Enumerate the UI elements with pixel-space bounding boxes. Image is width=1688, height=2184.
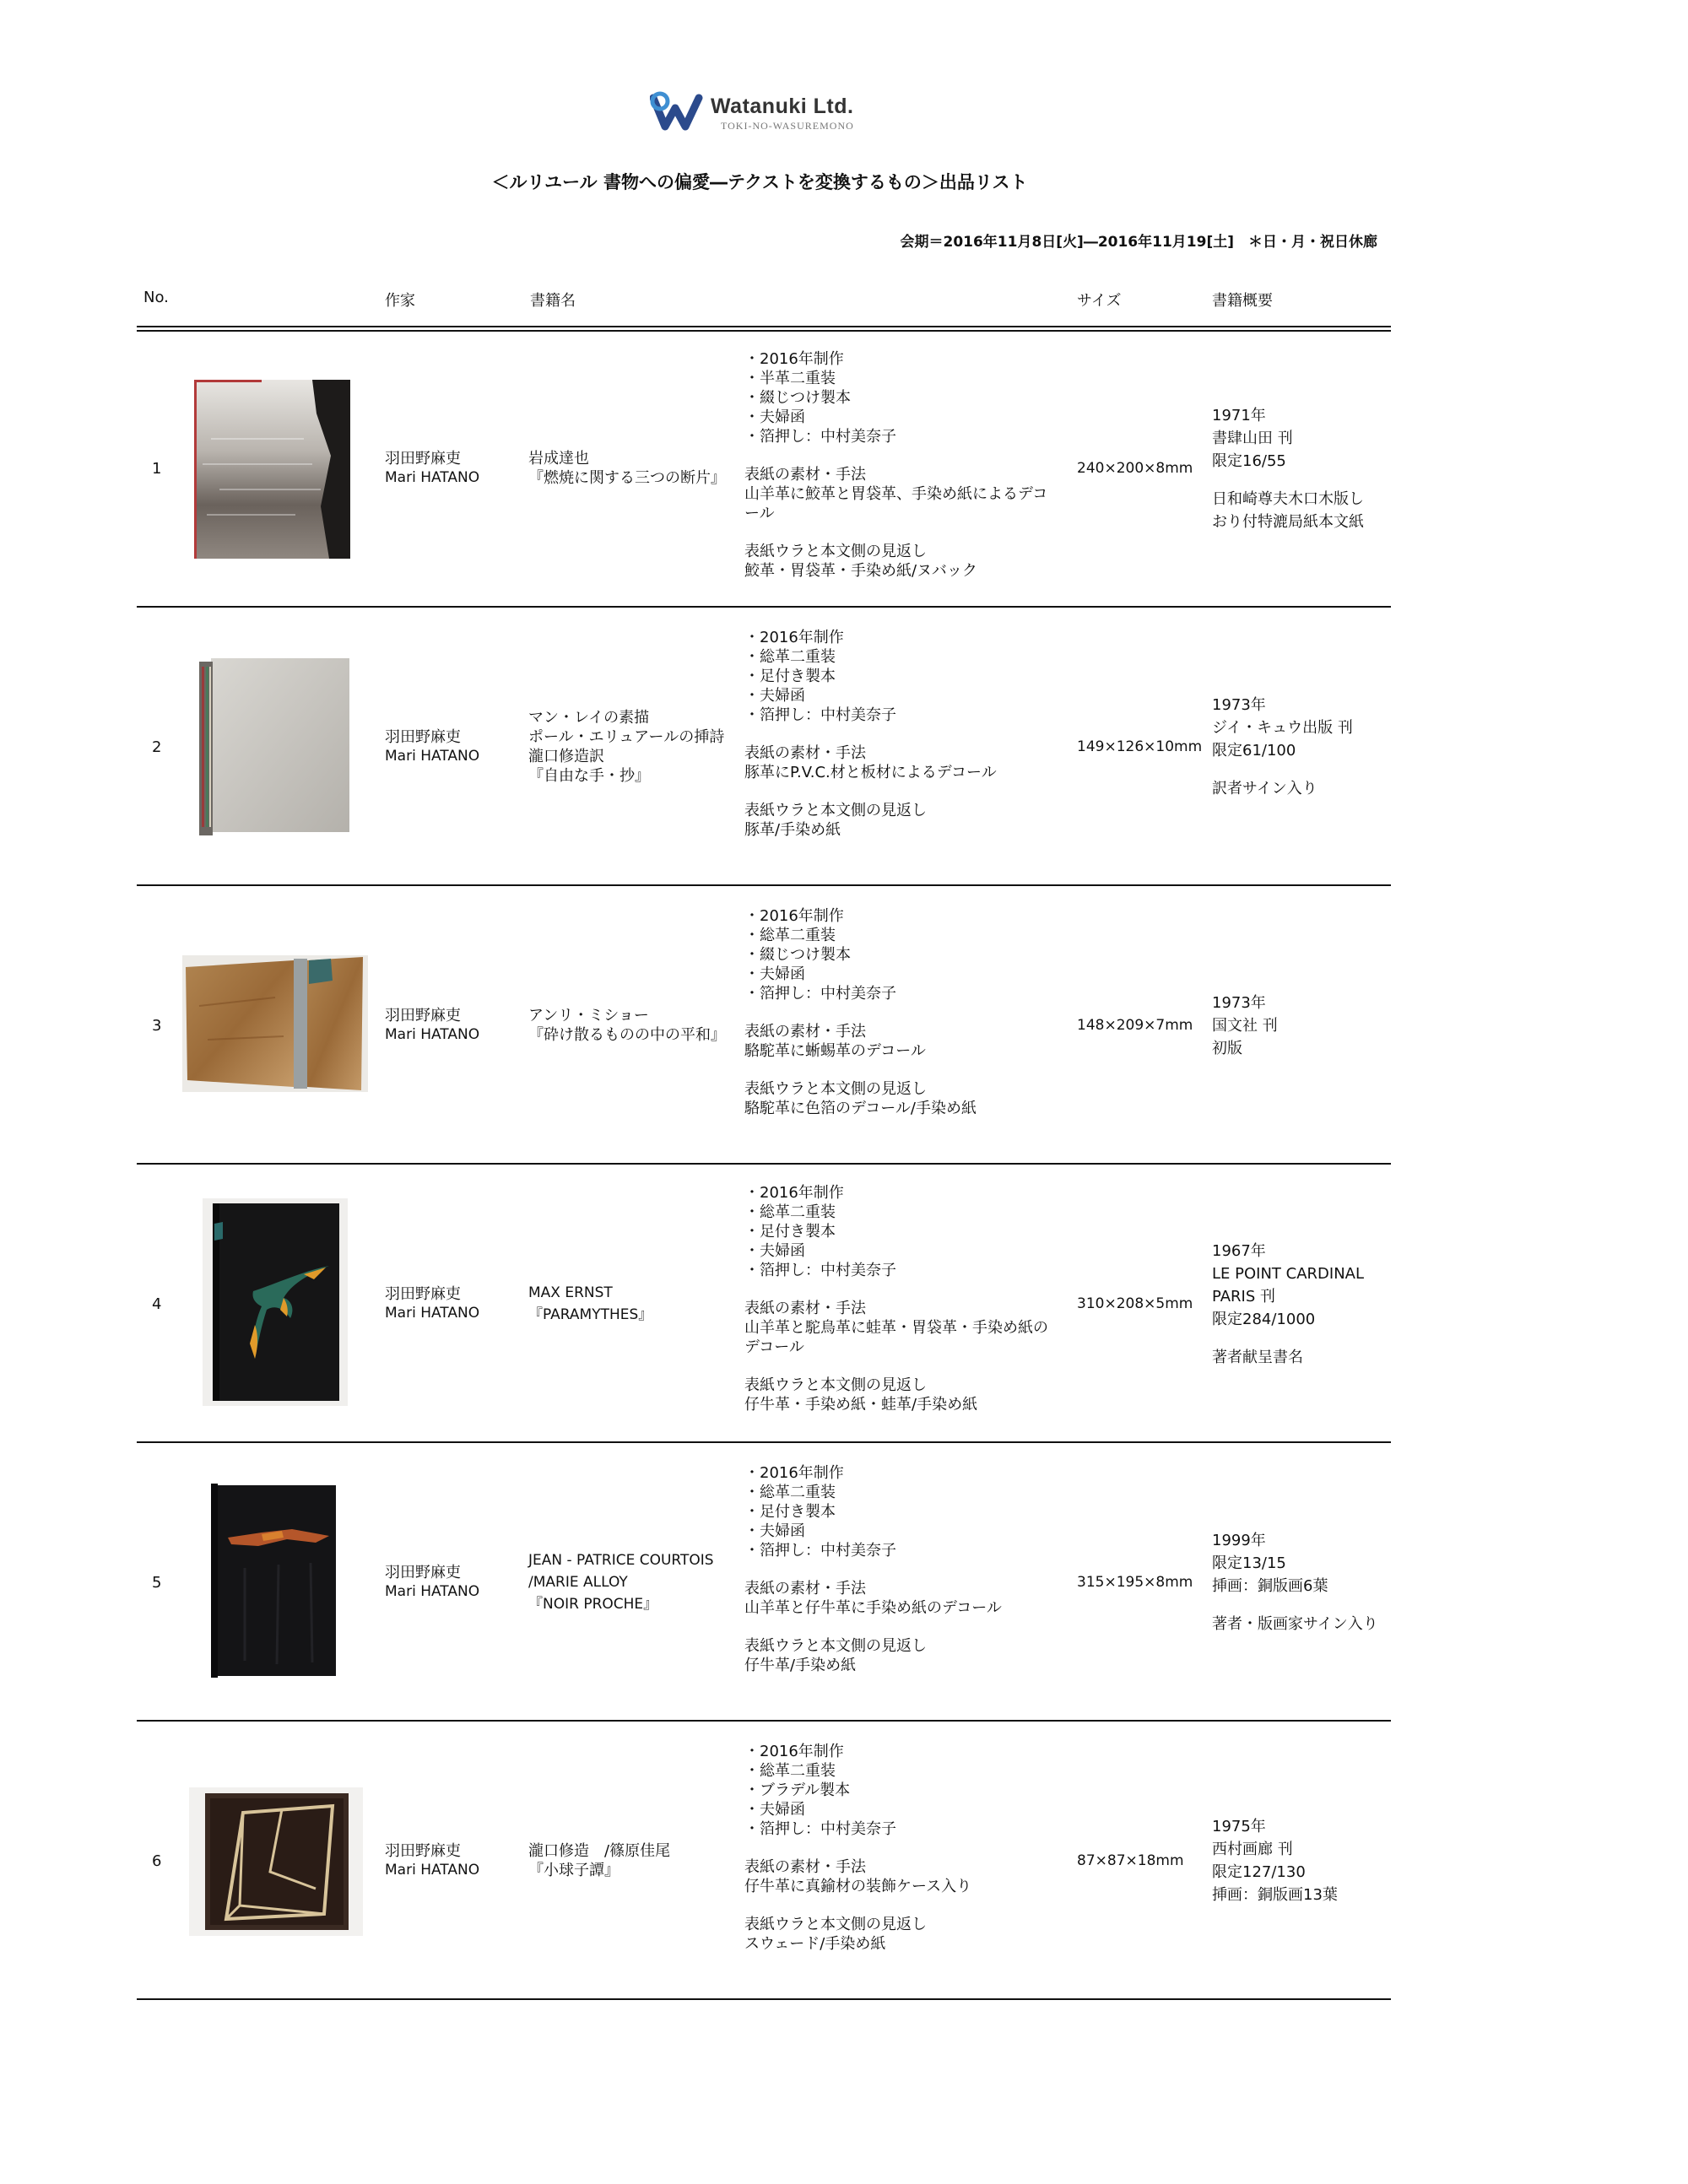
summary-line: PARIS 刊 bbox=[1212, 1287, 1275, 1306]
spacer bbox=[744, 446, 1047, 465]
artist-cell bbox=[385, 886, 479, 1165]
artist-name-ja: 羽田野麻吏 bbox=[385, 1564, 461, 1581]
table-row bbox=[0, 1165, 1688, 1443]
book-title-cell bbox=[528, 1443, 714, 1722]
spacer bbox=[1212, 473, 1364, 488]
technique-line: 表紙ウラと本文側の見返し bbox=[744, 1376, 927, 1394]
summary-line: 限定61/100 bbox=[1212, 742, 1296, 760]
book-image bbox=[194, 380, 350, 559]
technique-cell bbox=[744, 1183, 1048, 1414]
spacer bbox=[744, 1280, 1048, 1299]
book-image bbox=[203, 1198, 348, 1406]
technique-line: ール bbox=[744, 505, 775, 522]
technique-line: ・総革二重装 bbox=[744, 1762, 836, 1780]
summary-cell bbox=[1212, 886, 1278, 1165]
technique-line: 表紙の素材・手法 bbox=[744, 466, 866, 484]
logo-name: Watanuki Ltd. bbox=[711, 95, 854, 118]
technique-line: ・夫婦函 bbox=[744, 1801, 805, 1819]
spacer bbox=[744, 1618, 1002, 1636]
spacer bbox=[744, 1357, 1048, 1376]
spacer bbox=[744, 782, 997, 801]
summary-line: 限定13/15 bbox=[1212, 1554, 1286, 1572]
summary-line: 1999年 bbox=[1212, 1532, 1266, 1549]
spacer bbox=[744, 523, 1047, 542]
artist-name-ja: 羽田野麻吏 bbox=[385, 728, 461, 746]
technique-line: ・夫婦函 bbox=[744, 965, 805, 983]
row-number: 1 bbox=[152, 459, 162, 478]
table-row bbox=[0, 1443, 1688, 1722]
row-number: 6 bbox=[152, 1852, 162, 1870]
summary-line: 1975年 bbox=[1212, 1818, 1266, 1835]
technique-line: ・箔押し：中村美奈子 bbox=[744, 706, 896, 724]
summary-line: 著者・版画家サイン入り bbox=[1212, 1615, 1378, 1633]
artist-cell bbox=[385, 1722, 479, 2000]
column-header-artist: 作家 bbox=[385, 292, 415, 310]
technique-line: 豚革にP.V.C.材と板材によるデコール bbox=[744, 764, 997, 781]
technique-line: ・2016年制作 bbox=[744, 350, 844, 368]
size-cell: 315×195×8mm bbox=[1077, 1573, 1193, 1591]
technique-line: 表紙の素材・手法 bbox=[744, 1580, 866, 1597]
summary-line: 限定16/55 bbox=[1212, 451, 1286, 470]
technique-line: ・箔押し：中村美奈子 bbox=[744, 428, 896, 446]
summary-line: 1967年 bbox=[1212, 1241, 1266, 1260]
summary-line: LE POINT CARDINAL bbox=[1212, 1264, 1364, 1283]
technique-line: 仔牛革/手染め紙 bbox=[744, 1657, 857, 1674]
book-image bbox=[182, 955, 368, 1092]
title-line: 『自由な手・抄』 bbox=[528, 767, 650, 785]
technique-cell bbox=[744, 906, 977, 1118]
spacer bbox=[1212, 762, 1353, 777]
summary-line: ジイ・キュウ出版 刊 bbox=[1212, 719, 1353, 737]
book-title-cell bbox=[528, 1165, 652, 1443]
technique-line: 表紙の素材・手法 bbox=[744, 1300, 866, 1317]
summary-line: 訳者サイン入り bbox=[1212, 780, 1317, 797]
summary-line: 限定127/130 bbox=[1212, 1863, 1306, 1881]
technique-line: ・総革二重装 bbox=[744, 648, 836, 666]
summary-line: 国文社 刊 bbox=[1212, 1016, 1278, 1035]
column-header-no: No. bbox=[143, 289, 169, 306]
summary-line: 挿画：銅版画6葉 bbox=[1212, 1577, 1328, 1595]
title-line: 岩成達也 bbox=[528, 450, 589, 468]
technique-line: 表紙ウラと本文側の見返し bbox=[744, 543, 927, 560]
title-line: 『燃焼に関する三つの断片』 bbox=[528, 469, 726, 487]
spacer bbox=[1212, 1597, 1378, 1613]
watanuki-logo bbox=[650, 91, 878, 135]
technique-line: ・足付き製本 bbox=[744, 1503, 836, 1521]
book-title-cell bbox=[528, 1722, 670, 2000]
table-row bbox=[0, 1722, 1688, 2000]
column-header-title: 書籍名 bbox=[530, 292, 576, 310]
technique-line: ・2016年制作 bbox=[744, 629, 844, 646]
technique-line: ・箔押し：中村美奈子 bbox=[744, 1820, 896, 1838]
title-line: 『砕け散るものの中の平和』 bbox=[528, 1026, 726, 1044]
technique-line: 表紙ウラと本文側の見返し bbox=[744, 1080, 927, 1098]
table-row bbox=[0, 608, 1688, 886]
technique-line: ・2016年制作 bbox=[744, 1743, 844, 1760]
artist-name-ja: 羽田野麻吏 bbox=[385, 1007, 461, 1024]
summary-cell bbox=[1212, 1722, 1338, 2000]
technique-line: ・総革二重装 bbox=[744, 1484, 836, 1501]
title-line: マン・レイの素描 bbox=[528, 709, 650, 727]
size-cell: 148×209×7mm bbox=[1077, 1016, 1193, 1034]
summary-line: おり付特漉局紙本文紙 bbox=[1212, 512, 1364, 531]
technique-line: ・箔押し：中村美奈子 bbox=[744, 985, 896, 1003]
title-line: 瀧口修造 /篠原佳尾 bbox=[528, 1842, 671, 1860]
technique-line: 鮫革・胃袋革・手染め紙/ヌバック bbox=[744, 562, 977, 580]
table-row bbox=[0, 886, 1688, 1165]
summary-line: 限定284/1000 bbox=[1212, 1310, 1316, 1328]
summary-line: 西村画廊 刊 bbox=[1212, 1841, 1293, 1858]
book-title-cell bbox=[528, 329, 726, 608]
book-image bbox=[189, 1787, 363, 1936]
technique-cell bbox=[744, 349, 1047, 581]
technique-line: 表紙ウラと本文側の見返し bbox=[744, 1637, 927, 1655]
technique-line: 表紙ウラと本文側の見返し bbox=[744, 802, 927, 819]
book-image bbox=[211, 1484, 338, 1679]
row-number: 3 bbox=[152, 1016, 162, 1035]
technique-cell bbox=[744, 1742, 971, 1954]
summary-line: 挿画：銅版画13葉 bbox=[1212, 1886, 1338, 1904]
technique-line: 山羊革と駝鳥革に蛙革・胃袋革・手染め紙の bbox=[744, 1319, 1048, 1337]
technique-line: 仔牛革に真鍮材の装飾ケース入り bbox=[744, 1878, 972, 1895]
column-header-summary: 書籍概要 bbox=[1212, 292, 1273, 310]
technique-line: 駱駝革に蜥蜴革のデコール bbox=[744, 1042, 926, 1060]
size-cell: 149×126×10mm bbox=[1077, 738, 1203, 755]
spacer bbox=[744, 1061, 977, 1079]
technique-line: ・2016年制作 bbox=[744, 907, 844, 925]
table-row bbox=[0, 329, 1688, 608]
technique-line: 表紙の素材・手法 bbox=[744, 1023, 866, 1041]
spacer bbox=[744, 1839, 971, 1857]
book-image bbox=[199, 658, 349, 835]
book-title-cell bbox=[528, 886, 726, 1165]
technique-line: 表紙ウラと本文側の見返し bbox=[744, 1916, 927, 1933]
column-header-size: サイズ bbox=[1077, 292, 1122, 310]
row-number: 2 bbox=[152, 738, 162, 756]
logo-subtitle: TOKI-NO-WASUREMONO bbox=[721, 120, 854, 132]
technique-line: ・足付き製本 bbox=[744, 668, 836, 685]
summary-line: 1971年 bbox=[1212, 406, 1266, 424]
technique-cell bbox=[744, 628, 997, 840]
summary-line: 1973年 bbox=[1212, 696, 1266, 714]
artist-name-ja: 羽田野麻吏 bbox=[385, 1842, 461, 1860]
artist-name-ja: 羽田野麻吏 bbox=[385, 450, 461, 468]
technique-line: ・夫婦函 bbox=[744, 687, 805, 705]
document-title: ＜ルリユール 書物への偏愛―テクストを変換するもの＞出品リスト bbox=[491, 172, 1028, 192]
row-divider bbox=[137, 1998, 1391, 2000]
watanuki-w-icon bbox=[650, 91, 704, 132]
technique-line: ・綴じつけ製本 bbox=[744, 389, 851, 407]
artist-name-ja: 羽田野麻吏 bbox=[385, 1285, 461, 1303]
title-line: /MARIE ALLOY bbox=[528, 1574, 628, 1591]
technique-line: 山羊革に鮫革と胃袋革、手染め紙によるデコ bbox=[744, 485, 1048, 503]
spacer bbox=[1212, 1331, 1364, 1346]
size-cell: 87×87×18mm bbox=[1077, 1852, 1184, 1869]
size-cell: 240×200×8mm bbox=[1077, 459, 1193, 477]
title-line: MAX ERNST bbox=[528, 1284, 613, 1301]
book-title-cell bbox=[528, 608, 724, 886]
spacer bbox=[744, 1003, 977, 1022]
summary-line: 著者献呈書名 bbox=[1212, 1348, 1303, 1366]
technique-line: ・総革二重装 bbox=[744, 927, 836, 944]
technique-cell bbox=[744, 1463, 1002, 1675]
title-line: 『小球子譚』 bbox=[528, 1862, 619, 1879]
summary-line: 日和崎尊夫木口木版し bbox=[1212, 489, 1364, 508]
title-line: 『PARAMYTHES』 bbox=[528, 1306, 653, 1323]
artist-cell bbox=[385, 608, 479, 886]
artist-cell bbox=[385, 1165, 479, 1443]
title-line: JEAN - PATRICE COURTOIS bbox=[528, 1552, 714, 1569]
technique-line: ・箔押し：中村美奈子 bbox=[744, 1542, 896, 1560]
row-number: 5 bbox=[152, 1573, 162, 1592]
artist-name-en: Mari HATANO bbox=[385, 748, 480, 765]
artist-name-en: Mari HATANO bbox=[385, 1026, 480, 1043]
summary-cell bbox=[1212, 608, 1353, 886]
technique-line: ・夫婦函 bbox=[744, 1522, 805, 1540]
artist-name-en: Mari HATANO bbox=[385, 1862, 480, 1879]
title-line: ポール・エリュアールの挿詩 bbox=[528, 728, 725, 746]
technique-line: ・夫婦函 bbox=[744, 408, 805, 426]
size-cell: 310×208×5mm bbox=[1077, 1295, 1193, 1312]
artist-name-en: Mari HATANO bbox=[385, 469, 480, 486]
artist-name-en: Mari HATANO bbox=[385, 1305, 480, 1322]
row-number: 4 bbox=[152, 1295, 162, 1313]
summary-line: 初版 bbox=[1212, 1039, 1242, 1057]
technique-line: ・箔押し：中村美奈子 bbox=[744, 1262, 896, 1279]
technique-line: ・綴じつけ製本 bbox=[744, 946, 851, 964]
spacer bbox=[744, 1896, 971, 1915]
technique-line: ・足付き製本 bbox=[744, 1223, 836, 1241]
title-line: 瀧口修造訳 bbox=[528, 748, 604, 765]
technique-line: ・ブラデル製本 bbox=[744, 1781, 851, 1799]
technique-line: 豚革/手染め紙 bbox=[744, 821, 841, 839]
title-line: 『NOIR PROCHE』 bbox=[528, 1596, 658, 1613]
technique-line: 表紙の素材・手法 bbox=[744, 1858, 866, 1876]
technique-line: スウェード/手染め紙 bbox=[744, 1935, 886, 1953]
spacer bbox=[744, 725, 997, 743]
technique-line: 表紙の素材・手法 bbox=[744, 744, 866, 762]
artist-cell bbox=[385, 329, 479, 608]
technique-line: 駱駝革に色箔のデコール/手染め紙 bbox=[744, 1100, 977, 1117]
technique-line: 山羊革と仔牛革に手染め紙のデコール bbox=[744, 1599, 1002, 1617]
title-line: アンリ・ミショー bbox=[528, 1007, 649, 1024]
technique-line: ・2016年制作 bbox=[744, 1464, 844, 1482]
technique-line: ・2016年制作 bbox=[744, 1184, 844, 1202]
summary-line: 書肆山田 刊 bbox=[1212, 429, 1293, 447]
artist-name-en: Mari HATANO bbox=[385, 1583, 480, 1600]
header-rule-top bbox=[137, 326, 1391, 327]
technique-line: ・総革二重装 bbox=[744, 1203, 836, 1221]
summary-cell bbox=[1212, 1443, 1378, 1722]
technique-line: 仔牛革・手染め紙・蛙革/手染め紙 bbox=[744, 1396, 978, 1414]
technique-line: デコール bbox=[744, 1338, 804, 1356]
summary-line: 1973年 bbox=[1212, 993, 1266, 1012]
exhibition-period: 会期＝2016年11月8日[火]―2016年11月19[土] ＊日・月・祝日休廊 bbox=[900, 234, 1377, 251]
technique-line: ・半革二重装 bbox=[744, 370, 836, 387]
technique-line: ・夫婦函 bbox=[744, 1242, 805, 1260]
summary-cell bbox=[1212, 329, 1364, 608]
spacer bbox=[744, 1560, 1002, 1579]
summary-cell bbox=[1212, 1165, 1364, 1443]
artist-cell bbox=[385, 1443, 479, 1722]
